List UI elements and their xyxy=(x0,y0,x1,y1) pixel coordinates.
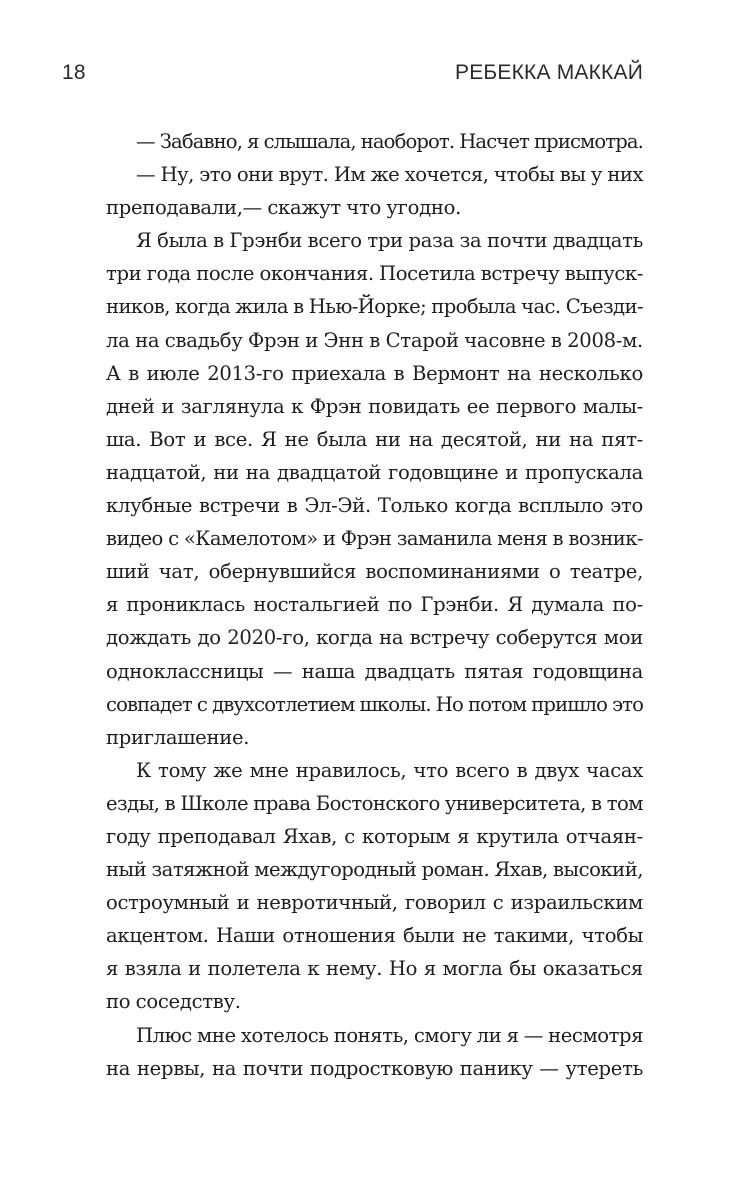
text-line: А в июле 2013-го приехала в Вермонт на несколько xyxy=(106,361,643,385)
text-line: три года после окончания. Посетила встречу выпуск- xyxy=(106,262,643,286)
text-line: ша. Вот и все. Я не была ни на десятой, ни на пят- xyxy=(106,427,643,451)
text-line: ший чат, обернувшийся воспоминаниями о театре, xyxy=(106,560,643,584)
text-line: Я была в Грэнби всего три раза за почти двадцать xyxy=(136,229,643,253)
text-line: я взяла и полетела к нему. Но я могла бы оказаться xyxy=(106,957,643,981)
text-line: акцентом. Наши отношения были не такими, чтобы xyxy=(106,924,643,948)
text-line: езды, в Школе права Бостонского университета, в том xyxy=(106,791,643,815)
text-line: клубные встречи в Эл-Эй. Только когда всплыло это xyxy=(106,494,643,518)
text-line: дождать до 2020-го, когда на встречу соберутся мои xyxy=(106,626,643,650)
running-title: РЕБЕККА МАККАЙ xyxy=(455,61,643,84)
text-line: я прониклась ностальгией по Грэнби. Я думала по- xyxy=(106,593,643,617)
body-text xyxy=(106,125,643,1085)
text-line: приглашение. xyxy=(106,725,250,749)
text-line: дней и заглянула к Фрэн повидать ее первого малы- xyxy=(106,394,643,418)
text-line: надцатой, ни на двадцатой годовщине и пропускала xyxy=(106,460,643,484)
text-line: ный затяжной междугородный роман. Яхав, высокий, xyxy=(106,858,643,882)
text-line: ла на свадьбу Фрэн и Энн в Старой часовне в 2008-м. xyxy=(106,328,643,352)
running-header xyxy=(62,58,643,88)
text-line: остроумный и невротичный, говорил с израильским xyxy=(106,891,643,915)
text-line: видео с «Камелотом» и Фрэн заманила меня в возник- xyxy=(106,527,643,551)
text-line: по соседству. xyxy=(106,990,241,1014)
text-line: — Забавно, я слышала, наоборот. Насчет присмотра. xyxy=(136,130,643,153)
text-line: на нервы, на почти подростковую панику — утереть xyxy=(106,1056,643,1080)
text-line: совпадет с двухсотлетием школы. Но потом пришло это xyxy=(106,692,643,716)
text-line: — Ну, это они врут. Им же хочется, чтобы вы у них xyxy=(136,163,643,187)
text-line: году преподавал Яхав, с которым я крутила отчаян- xyxy=(106,824,643,848)
text-line: одноклассницы — наша двадцать пятая годовщина xyxy=(106,659,643,683)
text-line: преподавали,— скажут что угодно. xyxy=(106,196,462,220)
text-line: Плюс мне хотелось понять, смогу ли я — несмотря xyxy=(136,1023,643,1047)
page-number: 18 xyxy=(62,61,86,84)
text-line: К тому же мне нравилось, что всего в двух часах xyxy=(136,758,643,782)
text-line: ников, когда жила в Нью-Йорке; пробыла час. Съезди- xyxy=(106,295,643,319)
